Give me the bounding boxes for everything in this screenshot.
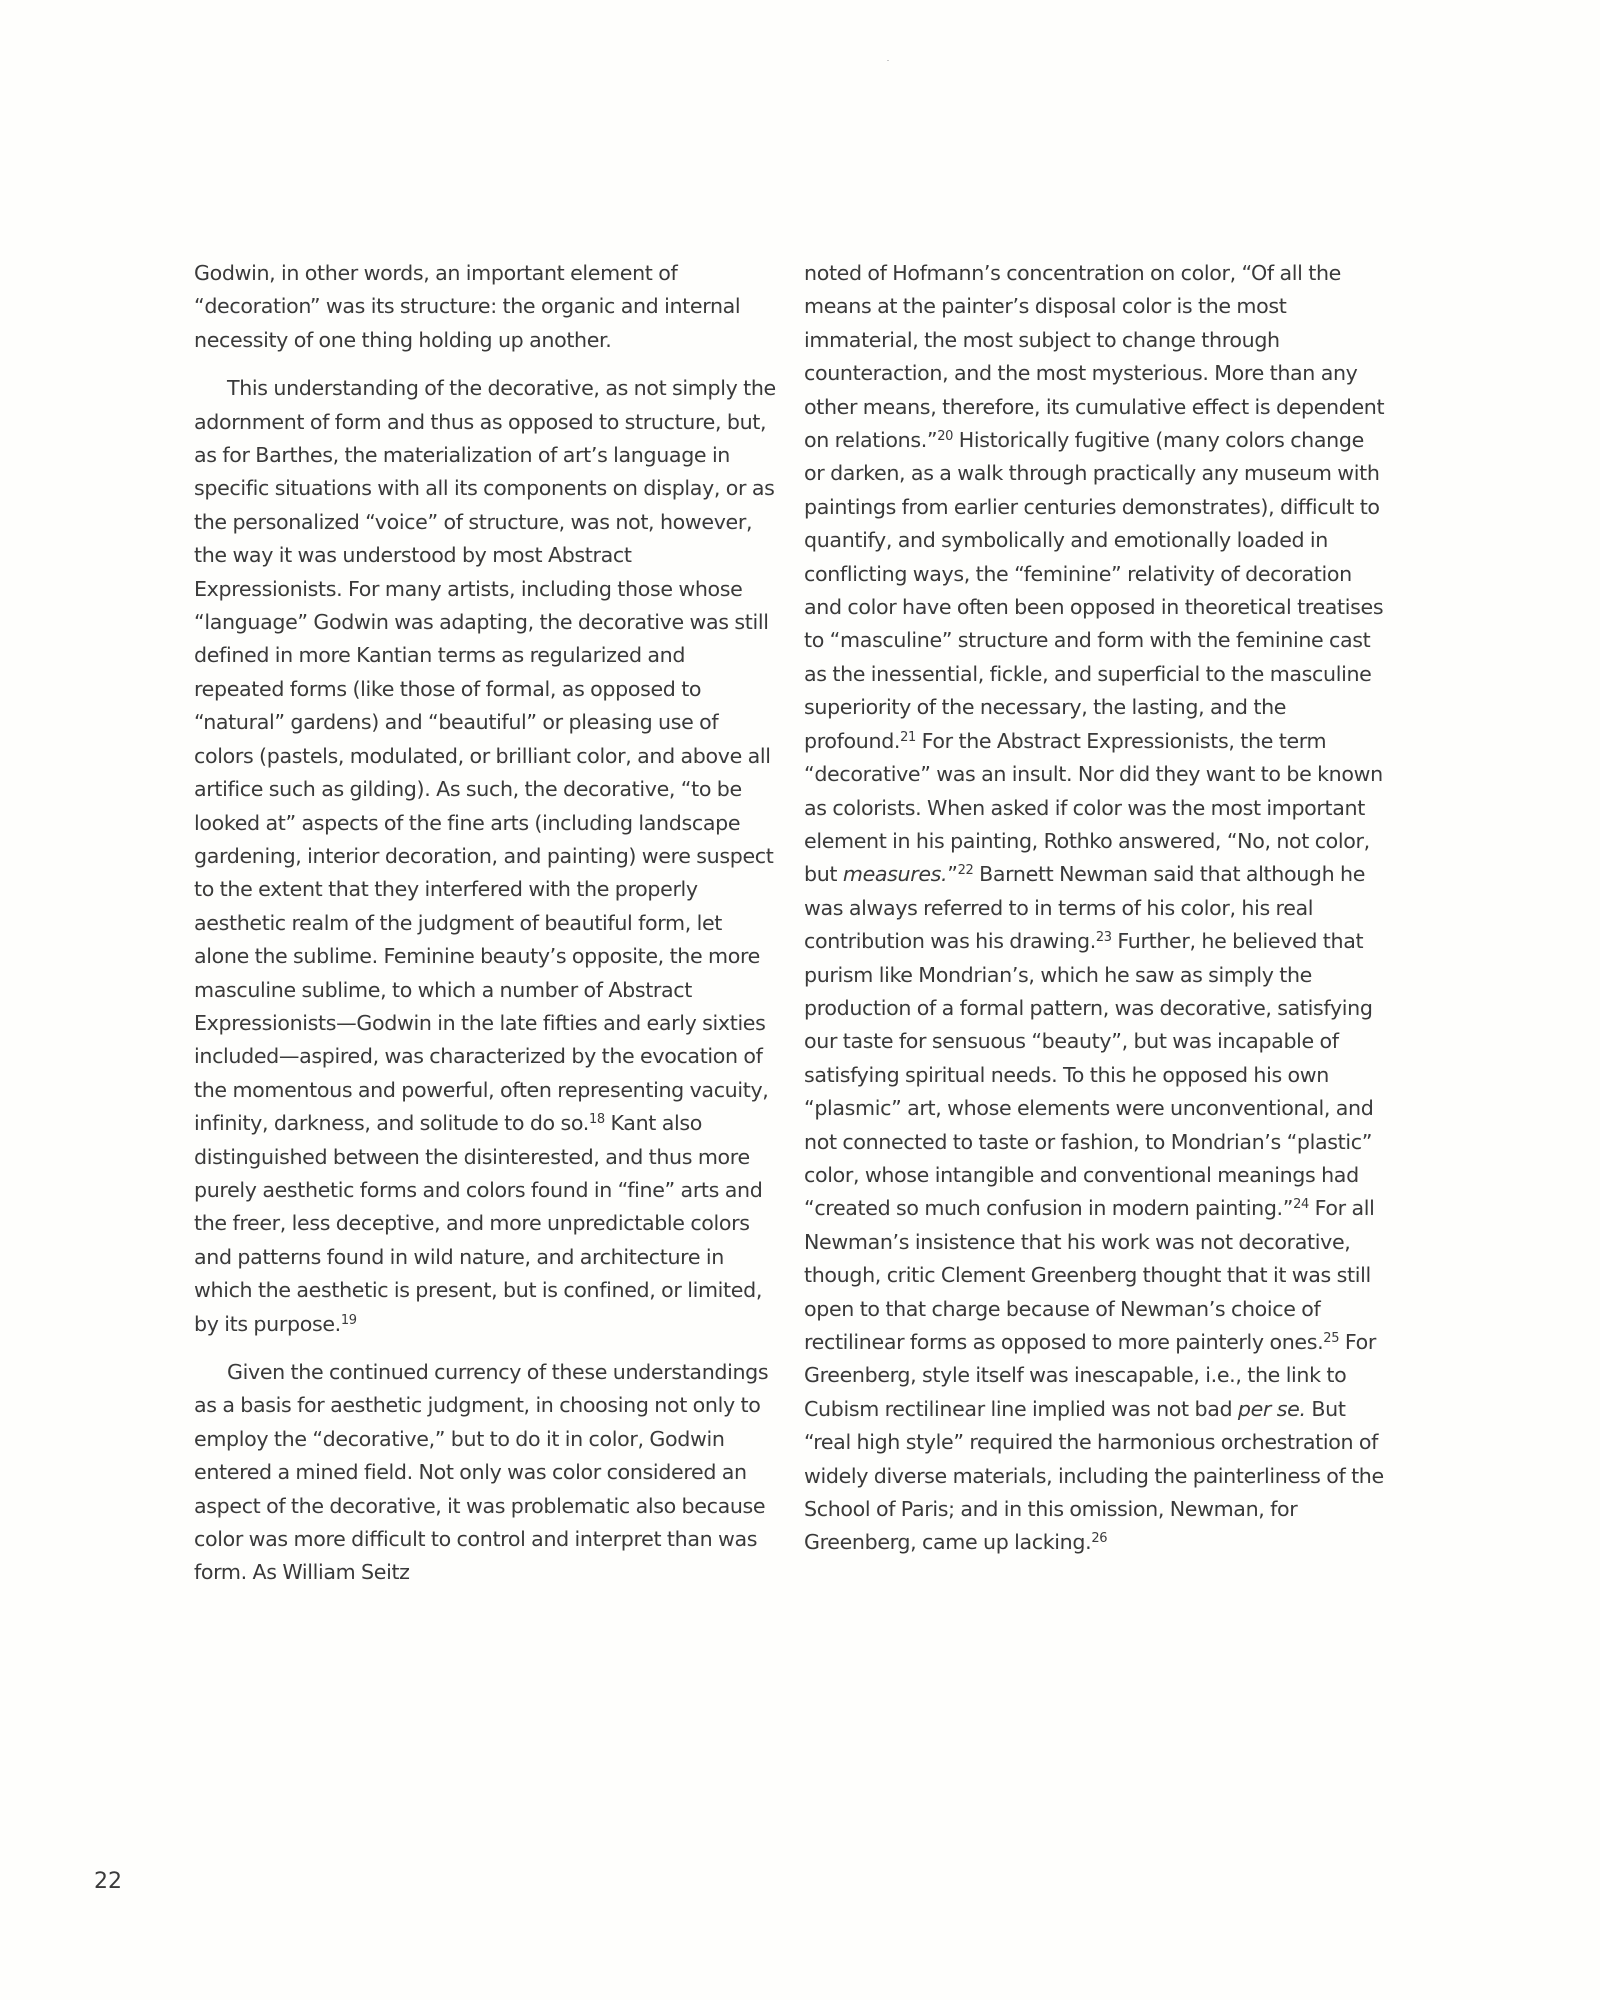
footnote-ref-19[interactable]: 19: [340, 1312, 357, 1328]
footnote-ref-21[interactable]: 21: [900, 729, 916, 745]
page-number: 22: [94, 1869, 122, 1894]
paragraph-text: For the Abstract Expressionists, the term “decorative” was an insult. Nor did they want to be known as colorists. When asked if color was the most important element in his painting, Rothko answered, “No, not color, but: [804, 728, 1383, 887]
paragraph-text: For Greenberg, style itself was inescapable, i.e., the link to Cubism rectilinear line implied was not bad: [804, 1330, 1376, 1421]
scan-speck: [887, 60, 889, 61]
footnote-ref-24[interactable]: 24: [1293, 1197, 1309, 1213]
italic-text: measures.: [842, 862, 948, 887]
footnote-ref-25[interactable]: 25: [1323, 1331, 1340, 1346]
footnote-ref-22[interactable]: 22: [957, 863, 974, 879]
right-text-column: [804, 257, 1389, 1560]
paragraph-decorative-understanding: [194, 372, 779, 1341]
paragraph-text: Godwin, in other words, an important element of “decoration” was its structure: the organic and internal necessity of one thing holding up another.: [194, 261, 741, 352]
paragraph-text: Barnett Newman said that although he was always referred to in terms of his color, his real contribution was his drawing.: [804, 862, 1366, 954]
paragraph-text: Given the continued currency of these understandings as a basis for aesthetic judgment, in choosing not only to employ the “decorative,” but to do it in color, Godwin entered a mined field. Not only was color considered an aspect of the decorative, it was problematic also because color was more difficult to control and interpret than was form. As William Seitz: [194, 1360, 769, 1585]
paragraph-text: noted of Hofmann’s concentration on color, “Of all the means at the painter’s disposal color is the most immaterial, the most subject to change through counteraction, and the most mysterious. More than any other means, therefore, its cumulative effect is dependent on relations.”: [804, 261, 1385, 453]
paragraph-continuation: [194, 257, 779, 357]
paragraph-text: Kant also distinguished between the disinterested, and thus more purely aesthetic forms and colors found in “fine” arts and the freer, less deceptive, and more unpredictable colors and patterns found in wild nature, and architecture in which the aesthetic is present, but is confined, or limited, by its purpose.: [194, 1111, 763, 1336]
footnote-ref-20[interactable]: 20: [937, 429, 954, 445]
footnote-ref-18[interactable]: 18: [588, 1112, 605, 1128]
paragraph-text: But “real high style” required the harmonious orchestration of widely diverse materials, including the painterliness of the School of Paris; and in this omission, Newman, for Greenberg, came up lacking.: [804, 1396, 1384, 1555]
paragraph-text: ”: [947, 862, 958, 887]
paragraph-continued-currency: [194, 1356, 779, 1590]
paragraph-text: Historically fugitive (many colors change or darken, as a walk through practically any museum with paintings from earlier centuries demonstrates), difficult to quantify, and symbolically and emotionally loaded in conflicting ways, the “feminine” relativity of decoration and color have often been opposed in theoretical treatises to “masculine” structure and form with the feminine cast as the inessential, fickle, and superficial to the masculine superiority of the necessary, the lasting, and the profound.: [804, 428, 1384, 753]
paragraph-text: This understanding of the decorative, as not simply the adornment of form and thus as opposed to structure, but, as for Barthes, the materialization of art’s language in specific situations with all its components on display, or as the personalized “voice” of structure, was not, however, the way it was understood by most Abstract Expressionists. For many artists, including those whose “language” Godwin was adapting, the decorative was still defined in more Kantian terms as regularized and repeated forms (like those of formal, as opposed to “natural” gardens) and “beautiful” or pleasing use of colors (pastels, modulated, or brilliant color, and above all artifice such as gilding). As such, the decorative, “to be looked at” aspects of the fine arts (including landscape gardening, interior decoration, and painting) were suspect to the extent that they interfered with the properly aesthetic realm of the judgment of beautiful form, let alone the sublime. Feminine beauty’s opposite, the more masculine sublime, to which a number of Abstract Expressionists—Godwin in the late fifties and early sixties included—aspired, was characterized by the evocation of the momentous and powerful, often representing vacuity, infinity, darkness, and solitude to do so.: [194, 376, 776, 1136]
left-text-column: [194, 257, 779, 1590]
italic-text: per se.: [1237, 1396, 1306, 1421]
footnote-ref-23[interactable]: 23: [1095, 930, 1112, 946]
paragraph-text: For all Newman’s insistence that his work was not decorative, though, critic Clement Greenberg thought that it was still open to that charge because of Newman’s choice of rectilinear forms as opposed to more painterly ones.: [804, 1196, 1375, 1354]
paragraph-text: Further, he believed that purism like Mondrian’s, which he saw as simply the production of a formal pattern, was decorative, satisfying our taste for sensuous “beauty”, but was incapable of satisfying spiritual needs. To this he opposed his own “plasmic” art, whose elements were unconventional, and not connected to taste or fashion, to Mondrian’s “plastic” color, whose intangible and conventional meanings had “created so much confusion in modern painting.”: [804, 929, 1374, 1221]
paragraph-color-discussion: [804, 257, 1389, 1560]
footnote-ref-26[interactable]: 26: [1091, 1531, 1108, 1547]
